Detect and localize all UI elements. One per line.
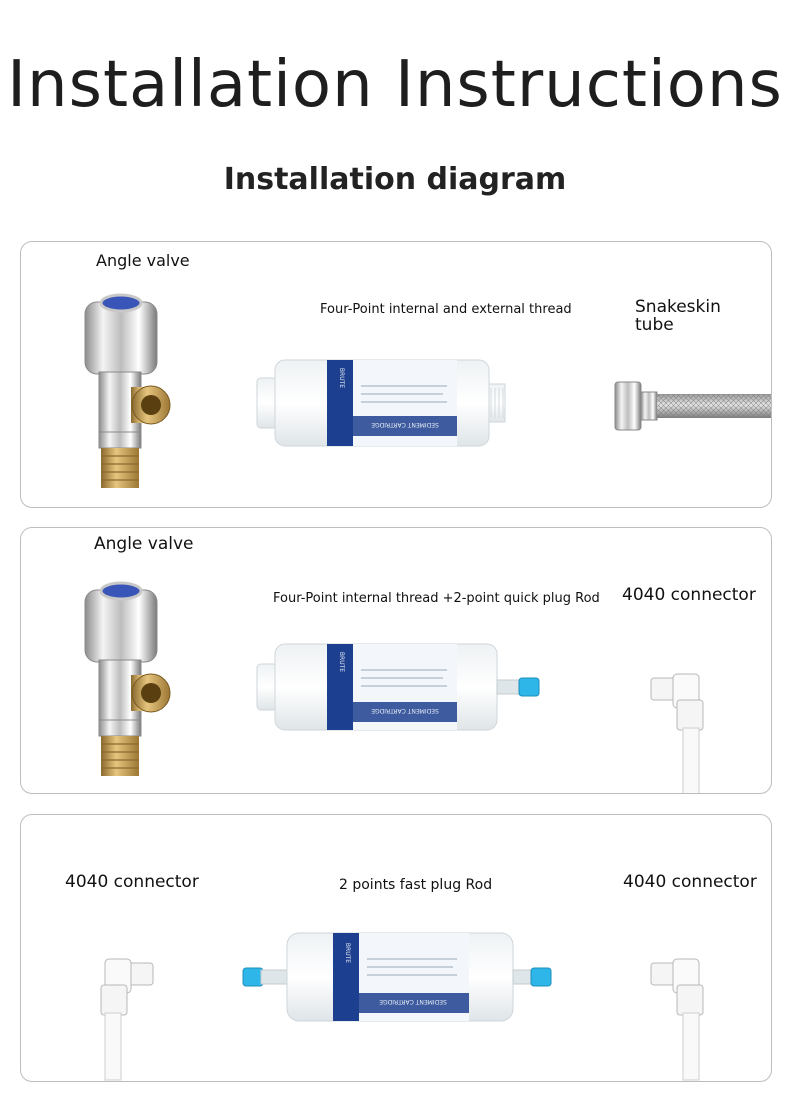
sediment-filter-icon [257,640,547,734]
elbow-connector-icon [647,955,711,1080]
elbow-connector-icon [93,955,157,1080]
diagram-panel-2 [20,527,772,794]
connector-label-right: 4040 connector [623,872,757,892]
svg-text:BRUTE: BRUTE [338,367,345,389]
thread-type-label: Four-Point internal and external thread [320,302,572,317]
sediment-filter-icon [257,356,537,450]
sediment-filter-icon [241,931,553,1023]
snakeskin-tube-label: Snakeskin tube [635,297,721,335]
snakeskin-hose-icon [611,378,771,434]
svg-text:BRUTE: BRUTE [338,651,345,673]
angle-valve-label: Angle valve [94,534,194,554]
angle-valve-icon [79,580,179,780]
thread-type-label: Four-Point internal thread +2-point quick plug Rod [273,591,600,606]
page-subtitle: Installation diagram [223,162,567,197]
diagram-panel-1 [20,241,772,508]
connector-label-left: 4040 connector [65,872,199,892]
connector-label: 4040 connector [622,585,756,605]
svg-text:SEDIMENT CARTRIDGE: SEDIMENT CARTRIDGE [371,707,439,714]
diagram-panel-3 [20,814,772,1082]
elbow-connector-icon [647,670,711,794]
svg-text:SEDIMENT CARTRIDGE: SEDIMENT CARTRIDGE [371,421,439,428]
angle-valve-icon [79,292,179,492]
page-title: Installation Instructions [7,48,783,122]
quick-plug-label: 2 points fast plug Rod [339,877,493,893]
svg-text:SEDIMENT CARTRIDGE: SEDIMENT CARTRIDGE [379,998,447,1005]
angle-valve-label: Angle valve [96,251,190,270]
svg-text:BRUTE: BRUTE [344,942,351,964]
